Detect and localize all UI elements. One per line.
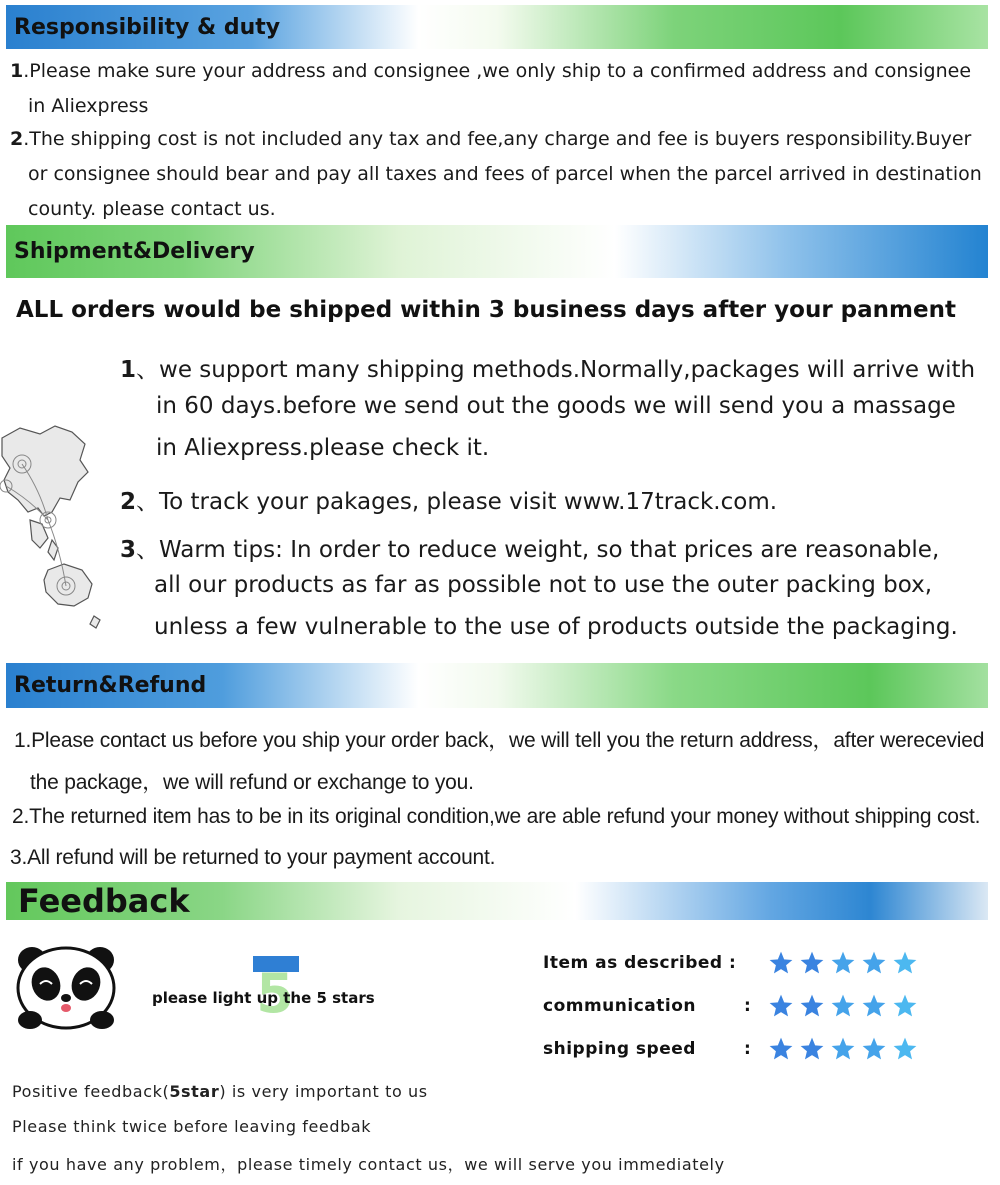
responsibility-item-2-cont: or consignee should bear and pay all taxes and fees of parcel when the parcel arrived in destination bbox=[28, 163, 982, 185]
return-item-2: 2.The returned item has to be in its original condition,we are able refund your money without shipping cost. bbox=[12, 805, 981, 828]
feedback-prompt: please light up the 5 stars bbox=[152, 989, 375, 1007]
responsibility-item-1: 1.Please make sure your address and consignee ,we only ship to a confirmed address and consignee bbox=[10, 60, 972, 82]
responsibility-item-2: 2.The shipping cost is not included any tax and fee,any charge and fee is buyers responsibility.Buyer bbox=[10, 128, 972, 150]
star-icon[interactable] bbox=[828, 993, 858, 1019]
shipment-item-3-cont2: unless a few vulnerable to the use of products outside the packaging. bbox=[154, 614, 958, 640]
five-badge-icon bbox=[245, 952, 305, 1018]
feedback-note-1: Positive feedback(5star) is very important to us bbox=[12, 1082, 428, 1101]
rating-label-communication: communication bbox=[543, 996, 697, 1016]
star-icon[interactable] bbox=[828, 1036, 858, 1062]
star-icon[interactable] bbox=[890, 950, 920, 976]
return-banner bbox=[6, 663, 988, 708]
responsibility-banner bbox=[6, 5, 988, 49]
shipment-item-1: 1、we support many shipping methods.Normally,packages will arrive with bbox=[120, 357, 976, 383]
star-icon[interactable] bbox=[766, 950, 796, 976]
rating-stars-shipping-speed[interactable] bbox=[766, 1036, 920, 1062]
feedback-banner bbox=[6, 882, 988, 920]
svg-text:5: 5 bbox=[256, 962, 294, 1018]
rating-label-shipping-speed: shipping speed bbox=[543, 1039, 696, 1059]
star-icon[interactable] bbox=[766, 993, 796, 1019]
feedback-note-3: if you have any problem，please timely contact us，we will serve you immediately bbox=[12, 1155, 725, 1174]
star-icon[interactable] bbox=[859, 950, 889, 976]
feedback-title: Feedback bbox=[18, 882, 190, 920]
return-item-1-cont: the package，we will refund or exchange to you. bbox=[30, 771, 474, 794]
responsibility-item-2-cont2: county. please contact us. bbox=[28, 198, 276, 220]
shipment-item-1-cont2: in Aliexpress.please check it. bbox=[156, 435, 490, 461]
shipment-headline: ALL orders would be shipped within 3 business days after your panment bbox=[16, 297, 956, 323]
world-map-icon bbox=[0, 420, 115, 635]
shipment-item-2: 2、To track your pakages, please visit www.17track.com. bbox=[120, 489, 778, 515]
shipment-item-1-cont: in 60 days.before we send out the goods we will send you a massage bbox=[156, 393, 956, 419]
rating-colon-communication: : bbox=[744, 996, 752, 1016]
star-icon[interactable] bbox=[797, 1036, 827, 1062]
star-icon[interactable] bbox=[890, 993, 920, 1019]
shipment-item-3-cont: all our products as far as possible not to use the outer packing box, bbox=[154, 572, 933, 598]
star-icon[interactable] bbox=[890, 1036, 920, 1062]
panda-icon bbox=[12, 940, 120, 1032]
rating-stars-communication[interactable] bbox=[766, 993, 920, 1019]
rating-colon-shipping-speed: : bbox=[744, 1039, 752, 1059]
rating-label-item-described: Item as described : bbox=[543, 953, 737, 973]
responsibility-item-1-cont: in Aliexpress bbox=[28, 95, 149, 117]
rating-stars-item-described[interactable] bbox=[766, 950, 920, 976]
return-title: Return&Refund bbox=[14, 673, 207, 698]
star-icon[interactable] bbox=[766, 1036, 796, 1062]
star-icon[interactable] bbox=[859, 993, 889, 1019]
shipment-item-3: 3、Warm tips: In order to reduce weight, so that prices are reasonable, bbox=[120, 537, 940, 563]
responsibility-title: Responsibility & duty bbox=[14, 14, 281, 40]
shipment-banner bbox=[6, 225, 988, 278]
feedback-note-2: Please think twice before leaving feedbak bbox=[12, 1117, 372, 1136]
shipment-title: Shipment&Delivery bbox=[14, 239, 255, 264]
star-icon[interactable] bbox=[797, 950, 827, 976]
star-icon[interactable] bbox=[828, 950, 858, 976]
return-item-3: 3.All refund will be returned to your payment account. bbox=[10, 846, 496, 869]
star-icon[interactable] bbox=[797, 993, 827, 1019]
return-item-1: 1.Please contact us before you ship your order back，we will tell you the return address，after werecevied bbox=[14, 729, 985, 752]
star-icon[interactable] bbox=[859, 1036, 889, 1062]
